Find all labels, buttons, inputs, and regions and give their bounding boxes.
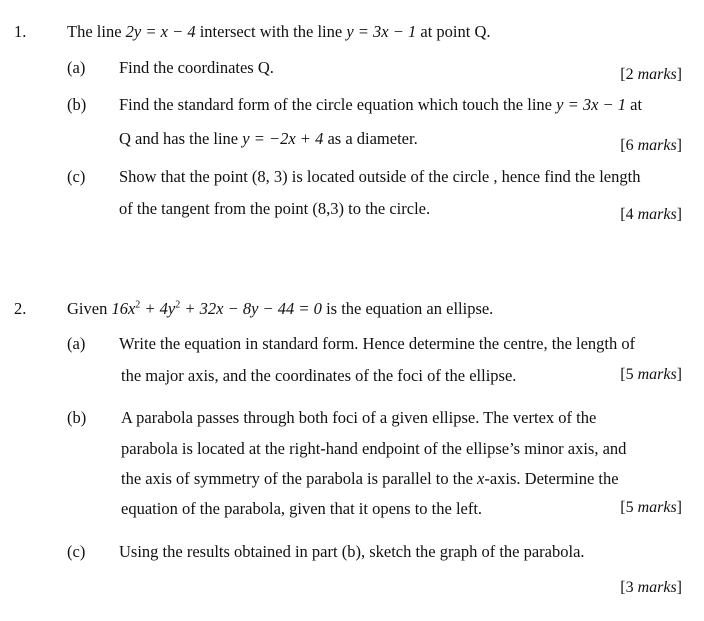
question-1-intro: The line 2y = x − 4 intersect with the line y = 3x − 1 at point Q.: [67, 22, 491, 41]
marks-label: [4 marks]: [620, 206, 682, 223]
part-text: Find the coordinates Q.: [119, 58, 274, 77]
part-label: (a): [67, 58, 86, 77]
part-text: the axis of symmetry of the parabola is parallel to the x-axis. Determine the: [121, 469, 619, 488]
part-label: (c): [67, 167, 86, 186]
part-text: Write the equation in standard form. Hence determine the centre, the length of: [119, 334, 636, 353]
part-label: (b): [67, 408, 87, 427]
line-equation-2: y = 3x − 1: [346, 22, 417, 41]
part-text: parabola is located at the right-hand endpoint of the ellipse’s minor axis, and: [121, 439, 627, 458]
part-text: Q and has the line y = −2x + 4 as a diameter.: [119, 129, 418, 148]
part-text: Show that the point (8, 3) is located outside of the circle , hence find the length: [119, 167, 641, 186]
part-text: A parabola passes through both foci of a given ellipse. The vertex of the: [121, 408, 597, 427]
marks-label: [5 marks]: [620, 366, 682, 383]
marks-label: [6 marks]: [620, 137, 682, 154]
part-text: Find the standard form of the circle equation which touch the line y = 3x − 1 at: [119, 95, 643, 114]
question-2-number: 2.: [14, 299, 27, 318]
part-text: equation of the parabola, given that it opens to the left.: [121, 499, 483, 518]
part-text: Using the results obtained in part (b), sketch the graph of the parabola.: [119, 542, 585, 561]
question-2-intro: Given $16x^2 + 4y^2 + 32x - 8y - 44 = 0$ is the equation an ellipse.: [67, 299, 494, 318]
part-text: of the tangent from the point (8,3) to the circle.: [119, 199, 431, 218]
marks-label: [5 marks]: [620, 499, 682, 516]
part-label: (b): [67, 95, 87, 114]
part-label: (c): [67, 542, 86, 561]
question-1-number: 1.: [14, 22, 27, 41]
line-equation-1: 2y = x − 4: [125, 22, 196, 41]
marks-label: [2 marks]: [620, 66, 682, 83]
marks-label: [3 marks]: [620, 579, 682, 596]
ellipse-equation: $16x^2 + 4y^2 + 32x - 8y - 44 = 0$: [111, 299, 322, 318]
part-label: (a): [67, 334, 86, 353]
part-text: the major axis, and the coordinates of the foci of the ellipse.: [121, 366, 517, 385]
